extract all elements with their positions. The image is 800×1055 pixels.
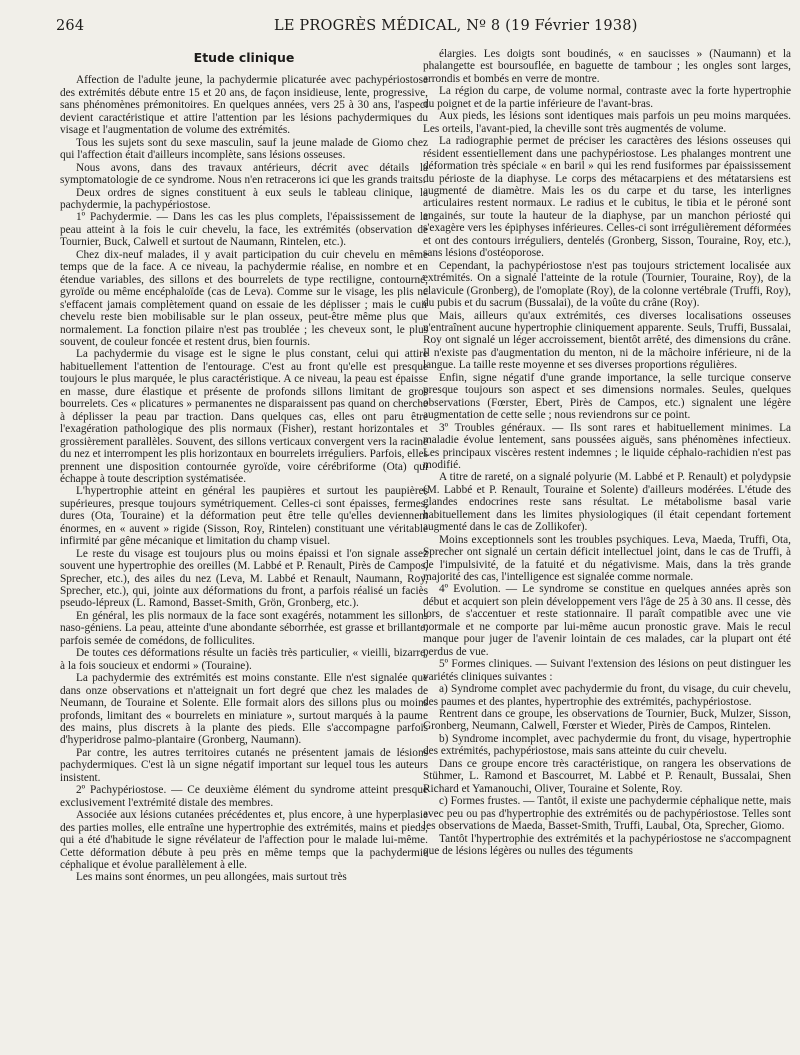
paragraph: Cependant, la pachypériostose n'est pas toujours strictement localisée aux extrémités. On a signalé l'atteinte de la rotule (Tournier, Touraine, Roy), de la clavicule (Gronberg), de l'omoplate (Roy), de la colonne vertébrale (Truffi, Roy), du pubis et du sacrum (Bussalai), de la voûte du crâne (Roy). [423,259,791,310]
left-column [60,48,428,884]
section-title: Etude clinique [193,50,295,65]
paragraph: 4º Evolution. — Le syndrome se constitue en quelques années après son début et acquiert son plein développement vers l'âge de 25 à 30 ans. Il cesse, dès lors, de s'accentuer et reste stationnaire. Il paraît compatible avec une vie normale et ne comporte par lui-même aucun pronostic grave. Mais le recul manque pour juger de l'avenir lointain de ces malades, car la plupart ont été perdus de vue. [423,583,791,658]
paragraph: Associée aux lésions cutanées précédentes et, plus encore, à une hyperplasie des parties molles, elle entraîne une hypertrophie des extrémités, mains et pieds, qui a été d'habitude le signe révélateur de l'affection pour le malade lui-même. Cette déformation débute à peu près en même temps que la pachydermie céphalique et évolue parallèlement à elle. [60,809,428,871]
paragraph: Affection de l'adulte jeune, la pachydermie plicaturée avec pachypériostose des extrémités débute entre 15 et 20 ans, de façon insidieuse, lente, progressive, sans phénomènes prémonitoires. En quelques années, vers 25 à 30 ans, l'aspect devient caractéristique et attire l'attention par les lésions pachydermiques du visage et l'augmentation de volume des extrémités. [60,74,428,137]
paragraph: Tantôt l'hypertrophie des extrémités et la pachypériostose ne s'accompagnent que de lésions légères ou nulles des téguments [423,832,791,857]
paragraph: En général, les plis normaux de la face sont exagérés, notamment les sillons naso-géniens. La peau, atteinte d'une abondante séborrhée, est grasse et brillante, parfois semée de comédons, de folliculites. [60,609,428,647]
paragraph: 5º Formes cliniques. — Suivant l'extension des lésions on peut distinguer les variétés cliniques suivantes : [423,658,791,683]
paragraph: 2º Pachypériostose. — Ce deuxième élément du syndrome atteint presque exclusivement l'extrémité distale des membres. [60,784,428,809]
paragraph: La radiographie permet de préciser les caractères des lésions osseuses qui résident essentiellement dans une pachypériostose. Les phalanges montrent une déformation très spéciale « en baril » qui les rend fusiformes par épaississement du périoste de la diaphyse. Le corps des métacarpiens et des métatarsiens est augmenté de diamètre. Mais les os du carpe et du tarse, les interlignes articulaires restent normaux. Le radius et le cubitus, le tibia et le péroné sont engainés, sur toute la hauteur de la diaphyse, par un manchon périosté qui s'exagère vers les épiphyses inférieures. Celles-ci sont irrégulièrement déformées et ont des contours irréguliers, dentelés (Gronberg, Sisson, Touraine, Roy, etc.), sans lésions d'ostéoporose. [423,135,791,260]
right-column [423,48,791,857]
paragraph: c) Formes frustes. — Tantôt, il existe une pachydermie céphalique nette, mais avec peu ou pas d'hypertrophie des extrémités ou de pachypériostose. Telles sont les observations de Maeda, Basset-Smith, Truffi, Laubal, Ota, Sprecher, Giomo. [423,795,791,833]
paragraph: Chez dix-neuf malades, il y avait participation du cuir chevelu en même temps que de la face. A ce niveau, la pachydermie réalise, en nombre et en étendue variables, des sillons et des bourrelets de type rectiligne, contourné, gyroïde ou même encéphaloïde (cas de Leva). Comme sur le visage, les plis ne s'effacent jamais complètement quand on essaie de les déplisser ; mais le cuir chevelu reste bien mobilisable sur le plan osseux, peut-être même plus que normalement. La fonction pilaire n'est pas troublée ; les cheveux sont, le plus souvent, de couleur foncée et restent drus, bien fournis. [60,248,428,348]
paragraph: Moins exceptionnels sont les troubles psychiques. Leva, Maeda, Truffi, Ota, Sprecher ont signalé un certain déficit intellectuel joint, dans le cas de Truffi, à de l'impulsivité, de la fatuité et du négativisme. Mais, dans la très grande majorité des cas, l'intelligence est signalée comme normale. [423,533,791,584]
paragraph: Rentrent dans ce groupe, les observations de Tournier, Buck, Mulzer, Sisson, Gronberg, Neumann, Calwell, Fœrster et Wieder, Pirès de Campos, Rintelen. [423,708,791,733]
running-header [56,14,756,40]
page-number: 264 [56,18,85,34]
paragraph: Nous avons, dans des travaux antérieurs, décrit avec détails la symptomatologie de ce syndrome. Nous n'en retracerons ici que les grands traits. [60,161,428,187]
paragraph: élargies. Les doigts sont boudinés, « en saucisses » (Naumann) et la phalangette est boursouflée, en baguette de tambour ; les ongles sont larges, arrondis et bombés en verre de montre. [423,48,791,85]
paragraph: Le reste du visage est toujours plus ou moins épaissi et l'on signale assez souvent une hypertrophie des oreilles (M. Labbé et P. Renault, Pirès de Campos, Sprecher, etc.), des ailes du nez (Leva, M. Labbé et Renault, Naumann, Roy, Sprecher, etc.), qui, jointe aux déformations du front, a parfois réalisé un faciès pseudo-lépreux (L. Ramond, Basset-Smith, Grön, Gronberg, etc.). [60,547,428,610]
paragraph: 1º Pachydermie. — Dans les cas les plus complets, l'épaississement de la peau atteint à la fois le cuir chevelu, la face, les extrémités (observation de Tournier, Buck, Calwell et surtout de Naumann, Rintelen, etc.). [60,211,428,249]
paragraph: De toutes ces déformations résulte un faciès très particulier, « vieilli, bizarre, à la fois soucieux et endormi » (Touraine). [60,647,428,672]
journal-title: LE PROGRÈS MÉDICAL, Nº 8 (19 Février 1938) [274,18,638,34]
paragraph: Enfin, signe négatif d'une grande importance, la selle turcique conserve presque toujours son aspect et ses dimensions normales. Seules, quelques observations (Fœrster, Ebert, Pirès de Campos, etc.) signalent une légère augmentation de cette selle ; nous reviendrons sur ce point. [423,371,791,422]
paragraph: A titre de rareté, on a signalé polyurie (M. Labbé et P. Renault) et polydypsie (M. Labbé et P. Renault, Touraine et Solente) d'ailleurs modérées. L'étude des glandes endocrines reste sans résultat. Le métabolisme basal varie habituellement dans les limites physiologiques (il était cependant fortement augmenté dans le cas de Zollikofer). [423,471,791,534]
paragraph: Mais, ailleurs qu'aux extrémités, ces diverses localisations osseuses n'entraînent aucune hypertrophie cliniquement apparente. Seuls, Truffi, Bussalai, Roy ont signalé un léger accroissement, bientôt arrêté, des dimensions du crâne. Il n'existe pas d'augmentation du menton, ni de la mâchoire inférieure, ni de la langue. La taille reste moyenne et ses diverses proportions régulières. [423,309,791,372]
paragraph: Aux pieds, les lésions sont identiques mais parfois un peu moins marquées. Les orteils, l'avant-pied, la cheville sont très augmentés de volume. [423,110,791,135]
paragraph: L'hypertrophie atteint en général les paupières et surtout les paupières supérieures, presque toujours symétriquement. Celles-ci sont épaisses, fermes, dures (Ota, Touraine) et la déformation peut être telle qu'elles deviennent énormes, en « auvent » rigide (Sisson, Roy, Rintelen) constituant une véritable infirmité par gêne mécanique et limitation du champ visuel. [60,485,428,548]
paragraph: Dans ce groupe encore très caractéristique, on rangera les observations de Stühmer, L. Ramond et Bascourret, M. Labbé et P. Renault, Bussalai, Shen Richard et Yamanouchi, Oliver, Touraine et Solente, Roy. [423,757,791,795]
paragraph: a) Syndrome complet avec pachydermie du front, du visage, du cuir chevelu, des paumes et des plantes, hypertrophie des extrémités, pachypériostose. [423,683,791,708]
paragraph: La pachydermie des extrémités est moins constante. Elle n'est signalée que dans onze observations et n'atteignait un fort degré que chez les malades de Neumann, de Touraine et Solente. Elle formait alors des sillons plus ou moins profonds, limitant des « bourrelets en miniature », surtout marqués à la paume des mains, plus discrets à la plante des pieds. Elle s'accompagne parfois d'hyperidrose palmo-plantaire (Gronberg, Naumann). [60,672,428,747]
paragraph: b) Syndrome incomplet, avec pachydermie du front, du visage, hypertrophie des extrémités, pachypériostose, mais sans atteinte du cuir chevelu. [423,732,791,758]
paragraph: Deux ordres de signes constituent à eux seuls le tableau clinique, la pachydermie, la pachypériostose. [60,186,428,211]
paragraph: 3º Troubles généraux. — Ils sont rares et habituellement minimes. La maladie évolue lentement, sans poussées aiguës, sans phénomènes infectieux. Les principaux viscères restent indemnes ; le liquide céphalo-rachidien n'est pas modifié. [423,421,791,471]
paragraph: Tous les sujets sont du sexe masculin, sauf la jeune malade de Giomo chez qui l'affection était d'ailleurs incomplète, sans lésions osseuses. [60,136,428,162]
paragraph: La pachydermie du visage est le signe le plus constant, celui qui attire habituellement l'attention de l'entourage. C'est au front qu'elle est presque toujours le plus marquée, le plus caractéristique. A ce niveau, la peau est épaisse en masse, dure élastique et présente de profonds sillons limitant de gros bourrelets. Ces « plicatures » permanentes ne disparaissent pas quand on cherche à déplisser la peau par traction. Dans quelques cas, elles ont paru être l'exagération pathologique des plis normaux (Fisher), restant horizontales et grossièrement parallèles. Souvent, des sillons verticaux convergent vers la racine du nez et interrompent les plis horizontaux en bourrelets irréguliers. Parfois, elles prennent une disposition contournée gyroïde, voire cérébriforme (Ota) qui échappe à toute description systématisée. [60,348,428,485]
paragraph: Les mains sont énormes, un peu allongées, mais surtout très [76,871,347,884]
paragraph: Par contre, les autres territoires cutanés ne présentent jamais de lésions pachydermiques. C'est là un signe négatif important sur lequel tous les auteurs insistent. [60,746,428,784]
paragraph: La région du carpe, de volume normal, contraste avec la forte hypertrophie du poignet et de la partie inférieure de l'avant-bras. [423,85,791,110]
